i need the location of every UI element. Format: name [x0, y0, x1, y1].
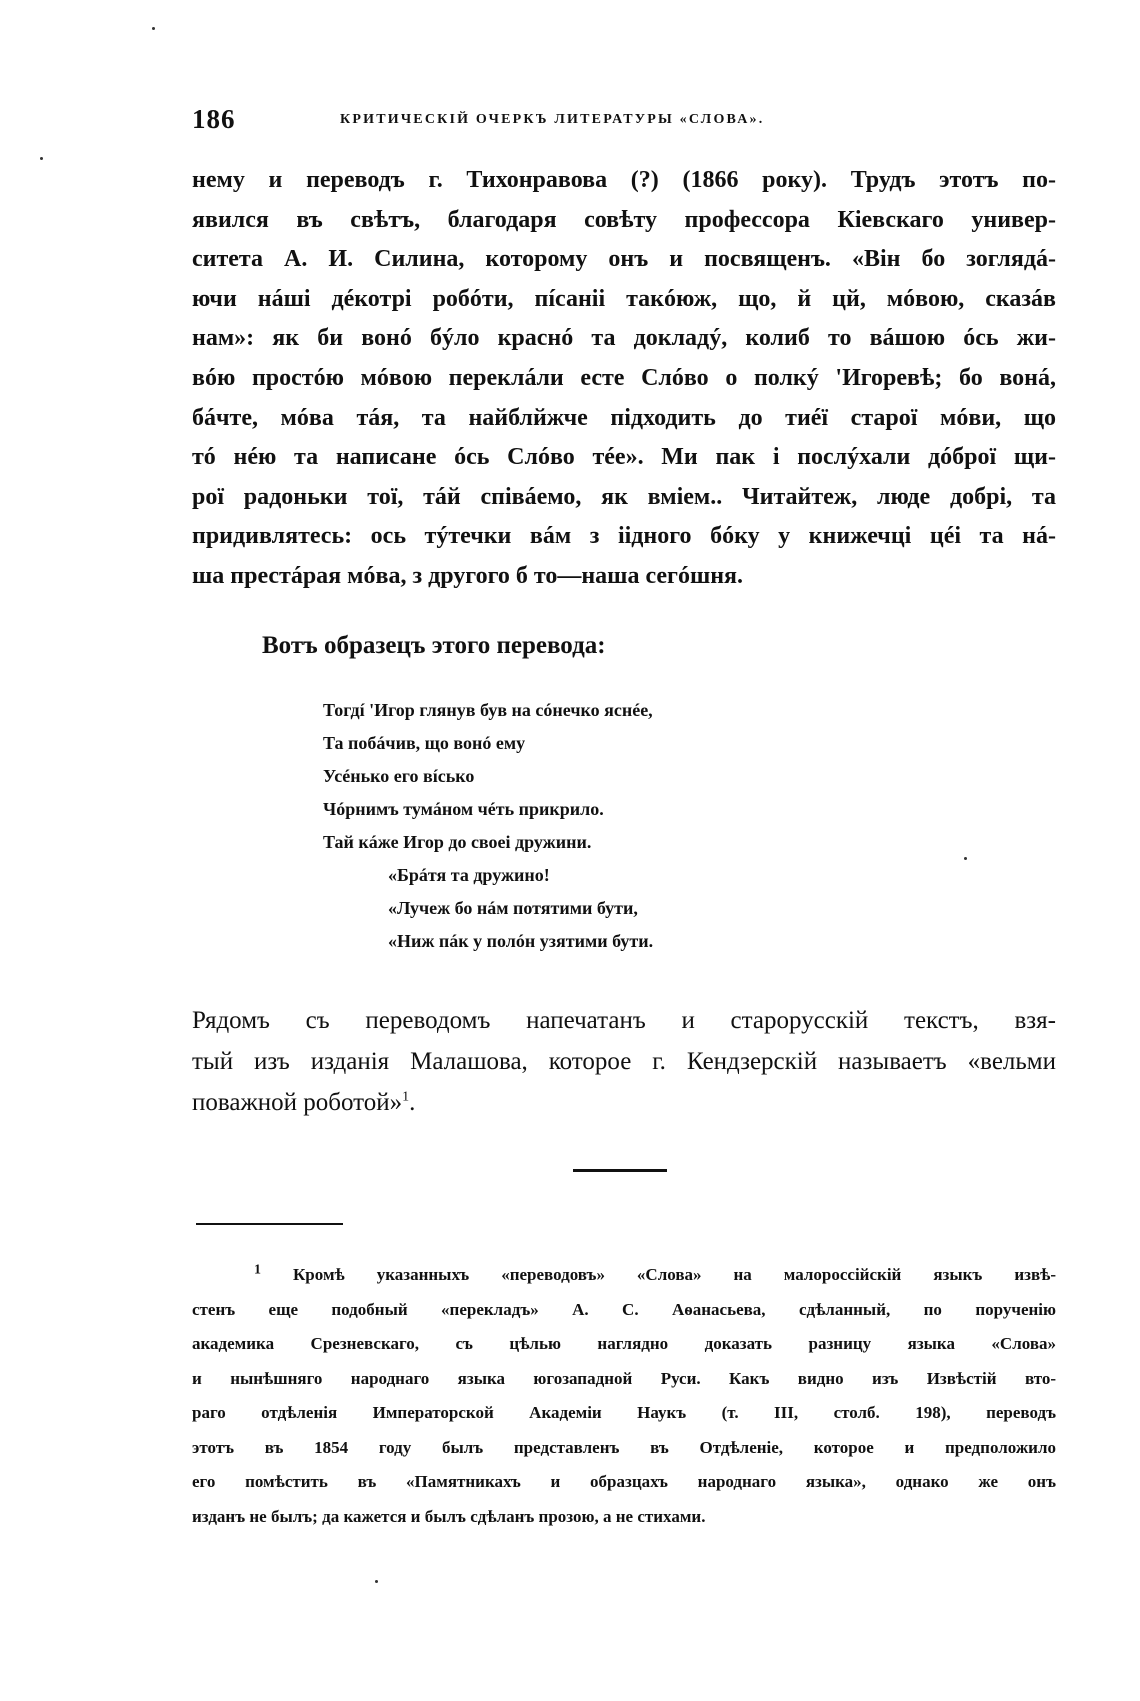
footnote-line [192, 1258, 1056, 1293]
footnote-divider [196, 1223, 343, 1225]
poem-verse: «Брáтя та дружино! [388, 865, 550, 885]
text-line-final: поважной роботой»$^1$. [192, 1089, 416, 1116]
poem-verse: «Ниж пáк у полóн узятими бути. [388, 931, 654, 951]
poem-excerpt [323, 694, 653, 958]
footnote-line: академика Срезневскаго, съ цѣлью наглядно доказать разницу языка «Слова» [192, 1334, 1056, 1353]
footnote-line: и нынѣшняго народнаго языка югозападной Руси. Какъ видно изъ Извѣстій вто- [192, 1368, 1056, 1388]
paragraph-1 [192, 161, 1056, 597]
text-line: нам»: як би вонó бýло краснó та докладý, колиб то вáшою óсь жи- [192, 325, 1056, 352]
poem-verse: Тай кáже Игор до своеі дружини. [323, 832, 592, 852]
footnote-line: раго отдѣленія Императорской Академіи Наукъ (т. III, столб. 198), переводъ [192, 1403, 1056, 1422]
page-number: 186 [192, 104, 236, 134]
scan-speck [40, 157, 43, 160]
text-line: вóю простóю мóвою переклáли есте Слóво о полкý 'Игоревѣ; бо вонá, [192, 364, 1056, 391]
footnote-line: стенъ еще подобный «перекладъ» А. С. Аѳанасьева, сдѣланный, по порученію [192, 1299, 1056, 1319]
scan-speck [964, 857, 967, 860]
text-line: придивлятесь: ось тýтечки вáм з іідного бóку у книжечці цéі та нá- [192, 523, 1056, 550]
poem-verse: Усéнько его вíсько [323, 766, 475, 786]
text-line: тый изъ изданія Малашова, которое г. Кендзерскій называетъ «вельми [192, 1048, 1056, 1075]
text-line: бáчте, мóва тáя, та найблйжче підходить до тиéї старої мóви, що [192, 404, 1056, 431]
poem-verse: «Лучеж бо нáм потятими бути, [388, 898, 638, 918]
text-line: тó нéю та написане óсь Слóво тéе». Ми пак і послýхали дóброї щи- [192, 444, 1056, 471]
text-line: явился въ свѣтъ, благодаря совѣту профессора Кіевскаго универ- [192, 206, 1056, 233]
running-title: КРИТИЧЕСКІЙ ОЧЕРКЪ ЛИТЕРАТУРЫ «СЛОВА». [340, 112, 765, 127]
text-line: ючи нáші дéкотрі робóти, пíсаніі такóюж, що, й цй, мóвою, сказáв [192, 285, 1056, 312]
footnote [192, 1258, 1056, 1534]
scan-speck [152, 27, 155, 30]
footnote-line: его помѣстить въ «Памятникахъ и образцахъ народнаго языка», однако же онъ [192, 1472, 1056, 1491]
text-line: нему и переводъ г. Тихонравова (?) (1866 року). Трудъ этотъ по- [192, 167, 1056, 193]
footnote-line: этотъ въ 1854 году былъ представленъ въ Отдѣленіе, которое и предположило [192, 1437, 1056, 1457]
poem-verse: Тогдí 'Игор глянув був на сóнечко яснéе, [323, 700, 653, 720]
text-line: ша престáрая мóва, з другого б то—наша сегóшня. [192, 562, 744, 589]
text-line: ситета А. И. Силина, которому онъ и посвященъ. «Він бо зоглядá- [192, 246, 1056, 273]
translation-intro: Вотъ образецъ этого перевода: [262, 632, 606, 659]
text-line: рої радоньки тої, тáй співáемо, як вміем.. Читайтеж, люде добрі, та [192, 483, 1056, 510]
text-line: Рядомъ съ переводомъ напечатанъ и старорусскій текстъ, взя- [192, 1007, 1056, 1034]
page-header [192, 104, 892, 138]
poem-verse: Чóрнимъ тумáном чéть прикрило. [323, 799, 604, 819]
footnote-reference[interactable]: 1 [402, 1089, 410, 1105]
section-divider [573, 1169, 667, 1172]
poem-verse: Та побáчив, що вонó ему [323, 733, 526, 753]
paragraph-2 [192, 1000, 1056, 1123]
text-line: поважной роботой» [192, 1089, 403, 1116]
footnote-text: Кромѣ указанныхъ «переводовъ» «Слова» на малороссійскій языкъ извѣ- [292, 1265, 1056, 1284]
footnote-marker: 1 [254, 1262, 261, 1278]
scan-speck [375, 1580, 378, 1583]
footnote-line: изданъ не былъ; да кажется и былъ сдѣланъ прозою, а не стихами. [192, 1506, 706, 1526]
